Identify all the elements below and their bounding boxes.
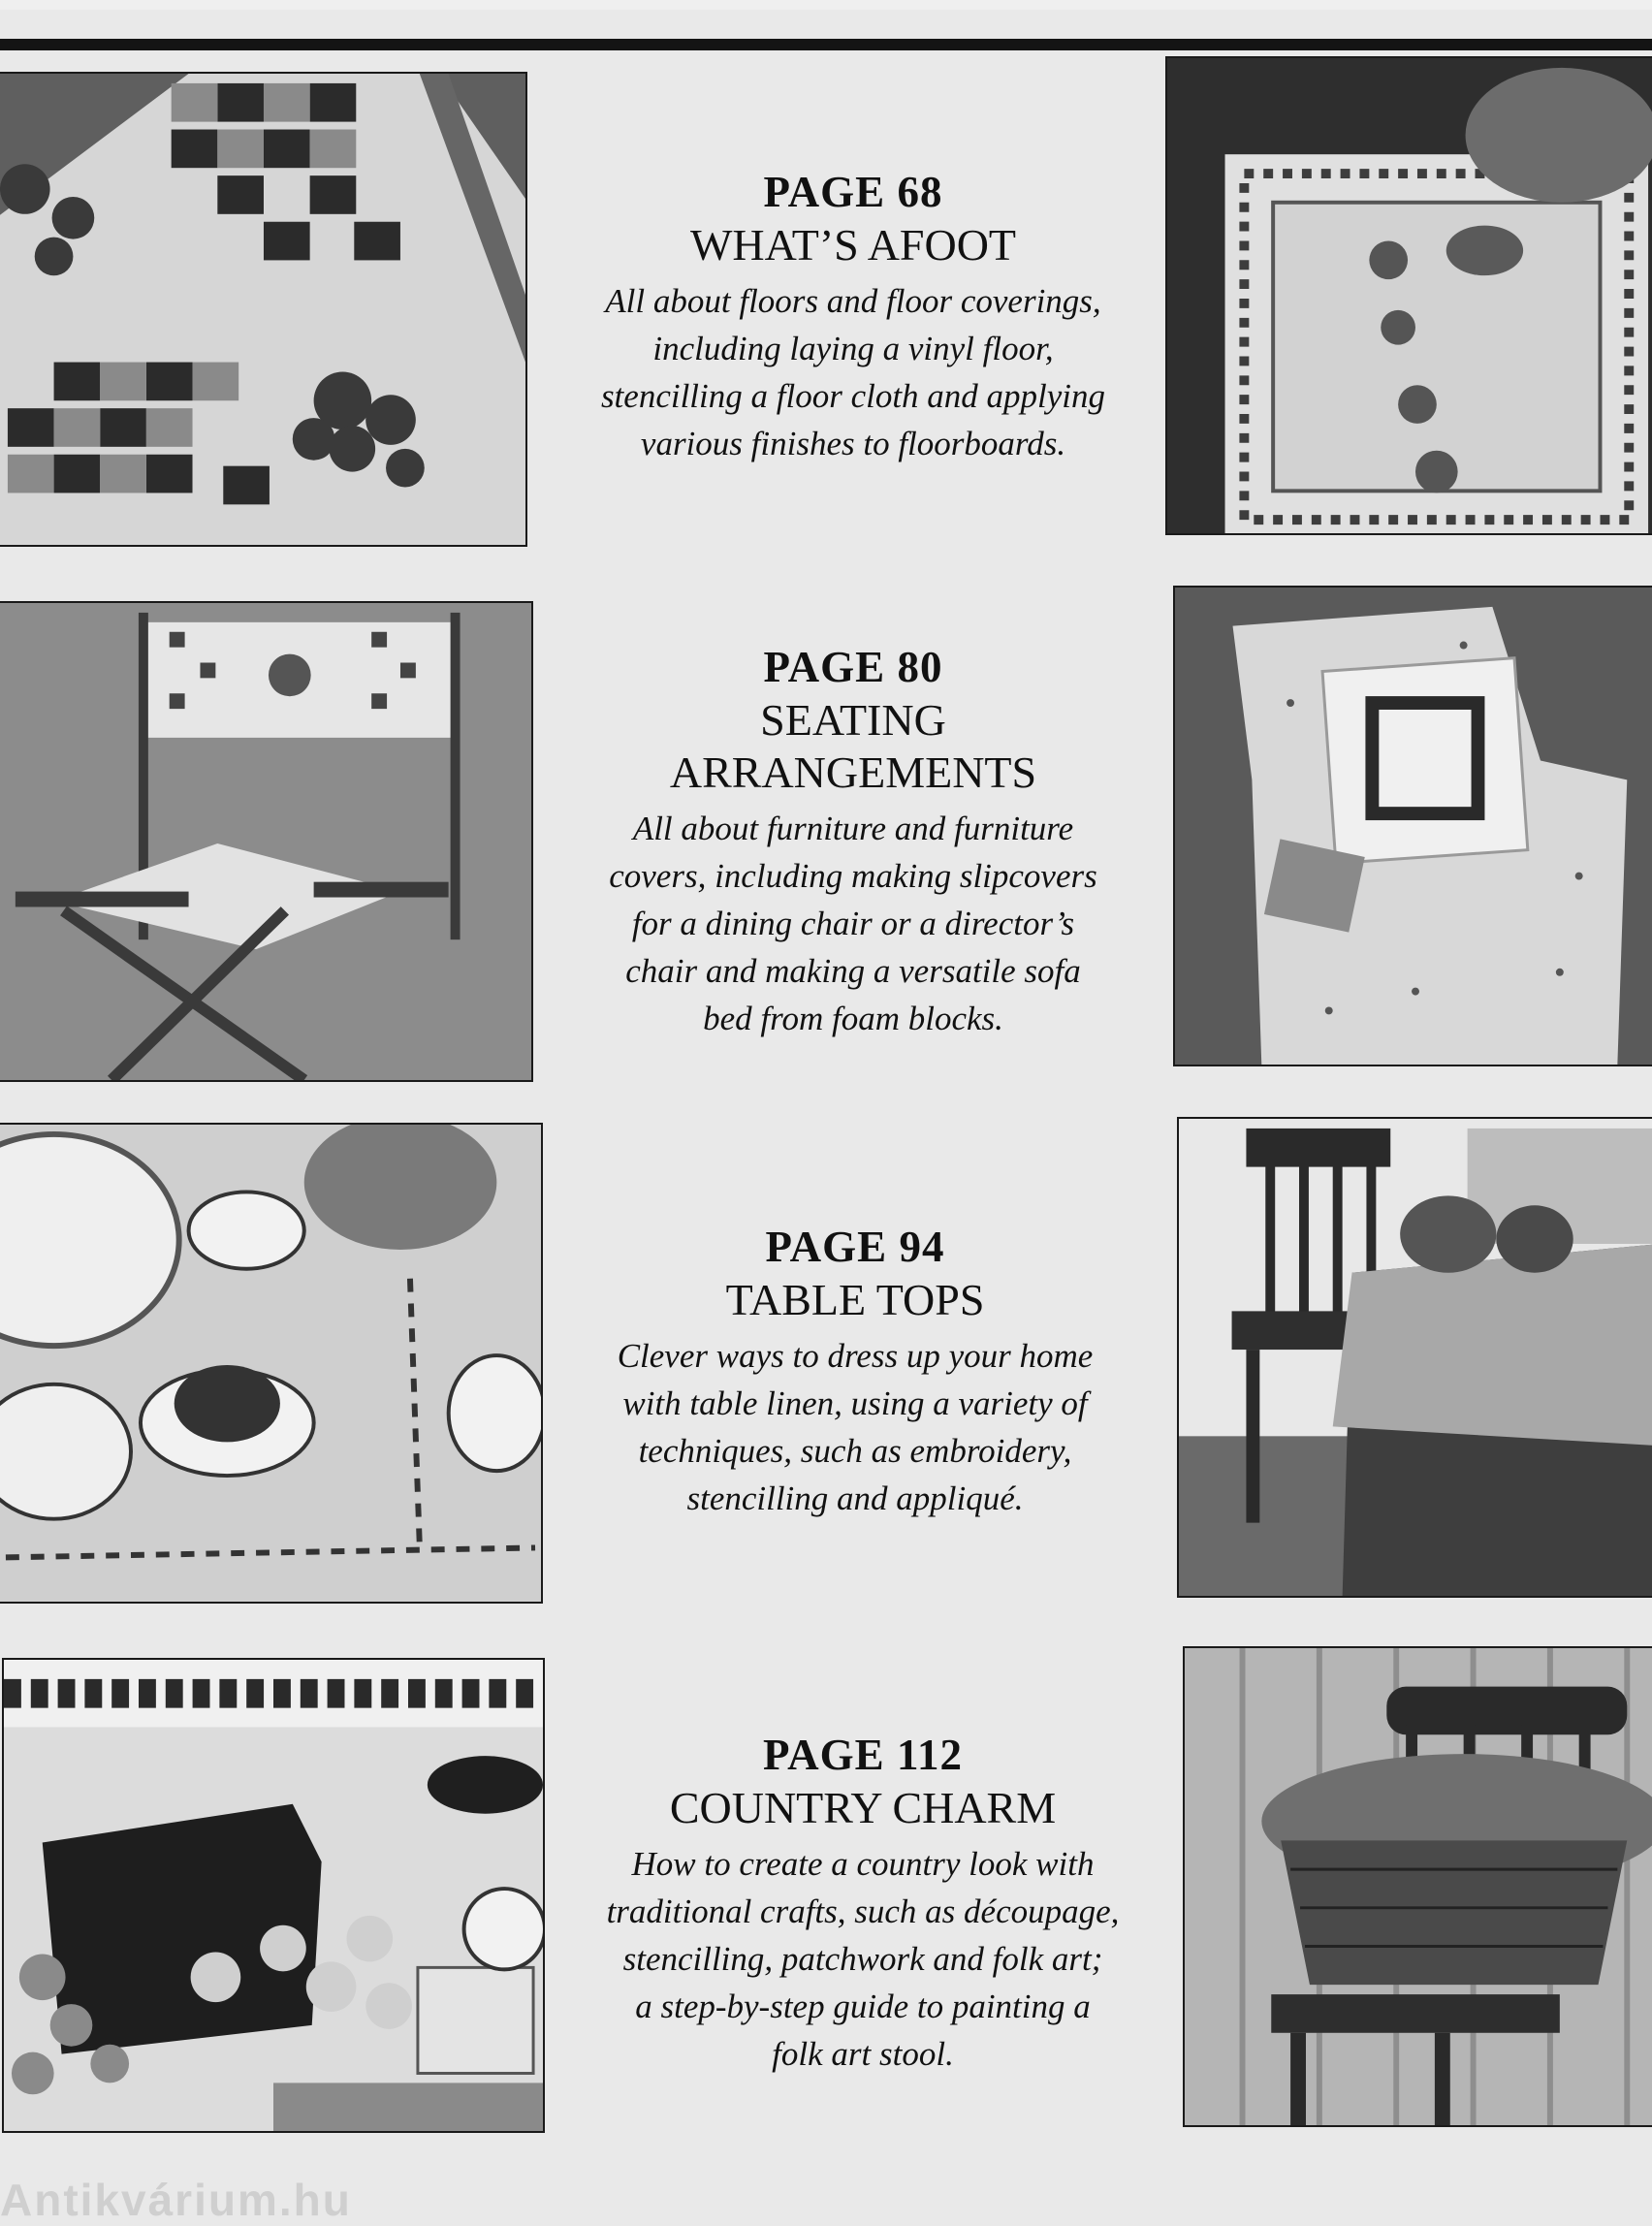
entry-page-112 [562, 1728, 1163, 2078]
page-number: PAGE 68 [763, 168, 943, 216]
section-title: TABLE TOPS [725, 1275, 985, 1324]
section-title: COUNTRY CHARM [669, 1783, 1057, 1832]
photo-bread-bin [2, 1658, 545, 2133]
header-rule [0, 39, 1652, 50]
photo-tea-table [0, 1123, 543, 1604]
section-description: How to create a country look with traditional crafts, such as découpage, stencilling, patchwork and folk art; a step-by-step guide to painting a folk art stool. [606, 1845, 1120, 2073]
entry-page-94 [555, 1220, 1156, 1522]
photo-directors-chair [0, 601, 533, 1082]
section-description: All about furniture and furniture covers, including making slipcovers for a dining chair or a director’s chair and making a versatile sofa bed from foam blocks. [609, 810, 1097, 1037]
page-number: PAGE 94 [765, 1223, 945, 1271]
section-title: WHAT’S AFOOT [689, 220, 1017, 270]
photo-floorcloth [0, 72, 527, 547]
entry-page-68 [553, 165, 1154, 467]
section-description: Clever ways to dress up your home with table linen, using a variety of techniques, such as embroidery, stencilling and appliqué. [617, 1337, 1094, 1517]
section-title-line-2: ARRANGEMENTS [669, 747, 1037, 797]
page-number: PAGE 112 [763, 1731, 963, 1779]
photo-rug [1165, 56, 1652, 535]
section-description: All about floors and floor coverings, including laying a vinyl floor, stencilling a floor cloth and applying various finishes to floorboards. [600, 282, 1106, 462]
entry-page-80 [553, 640, 1154, 1042]
page-number: PAGE 80 [763, 643, 943, 691]
section-title: SEATING [760, 695, 946, 745]
photo-slipcover-chair [1173, 586, 1652, 1066]
top-margin [0, 0, 1652, 10]
photo-round-table [1177, 1117, 1652, 1598]
photo-basket-chair [1183, 1646, 1652, 2127]
watermark: Antikvárium.hu [0, 2175, 352, 2225]
